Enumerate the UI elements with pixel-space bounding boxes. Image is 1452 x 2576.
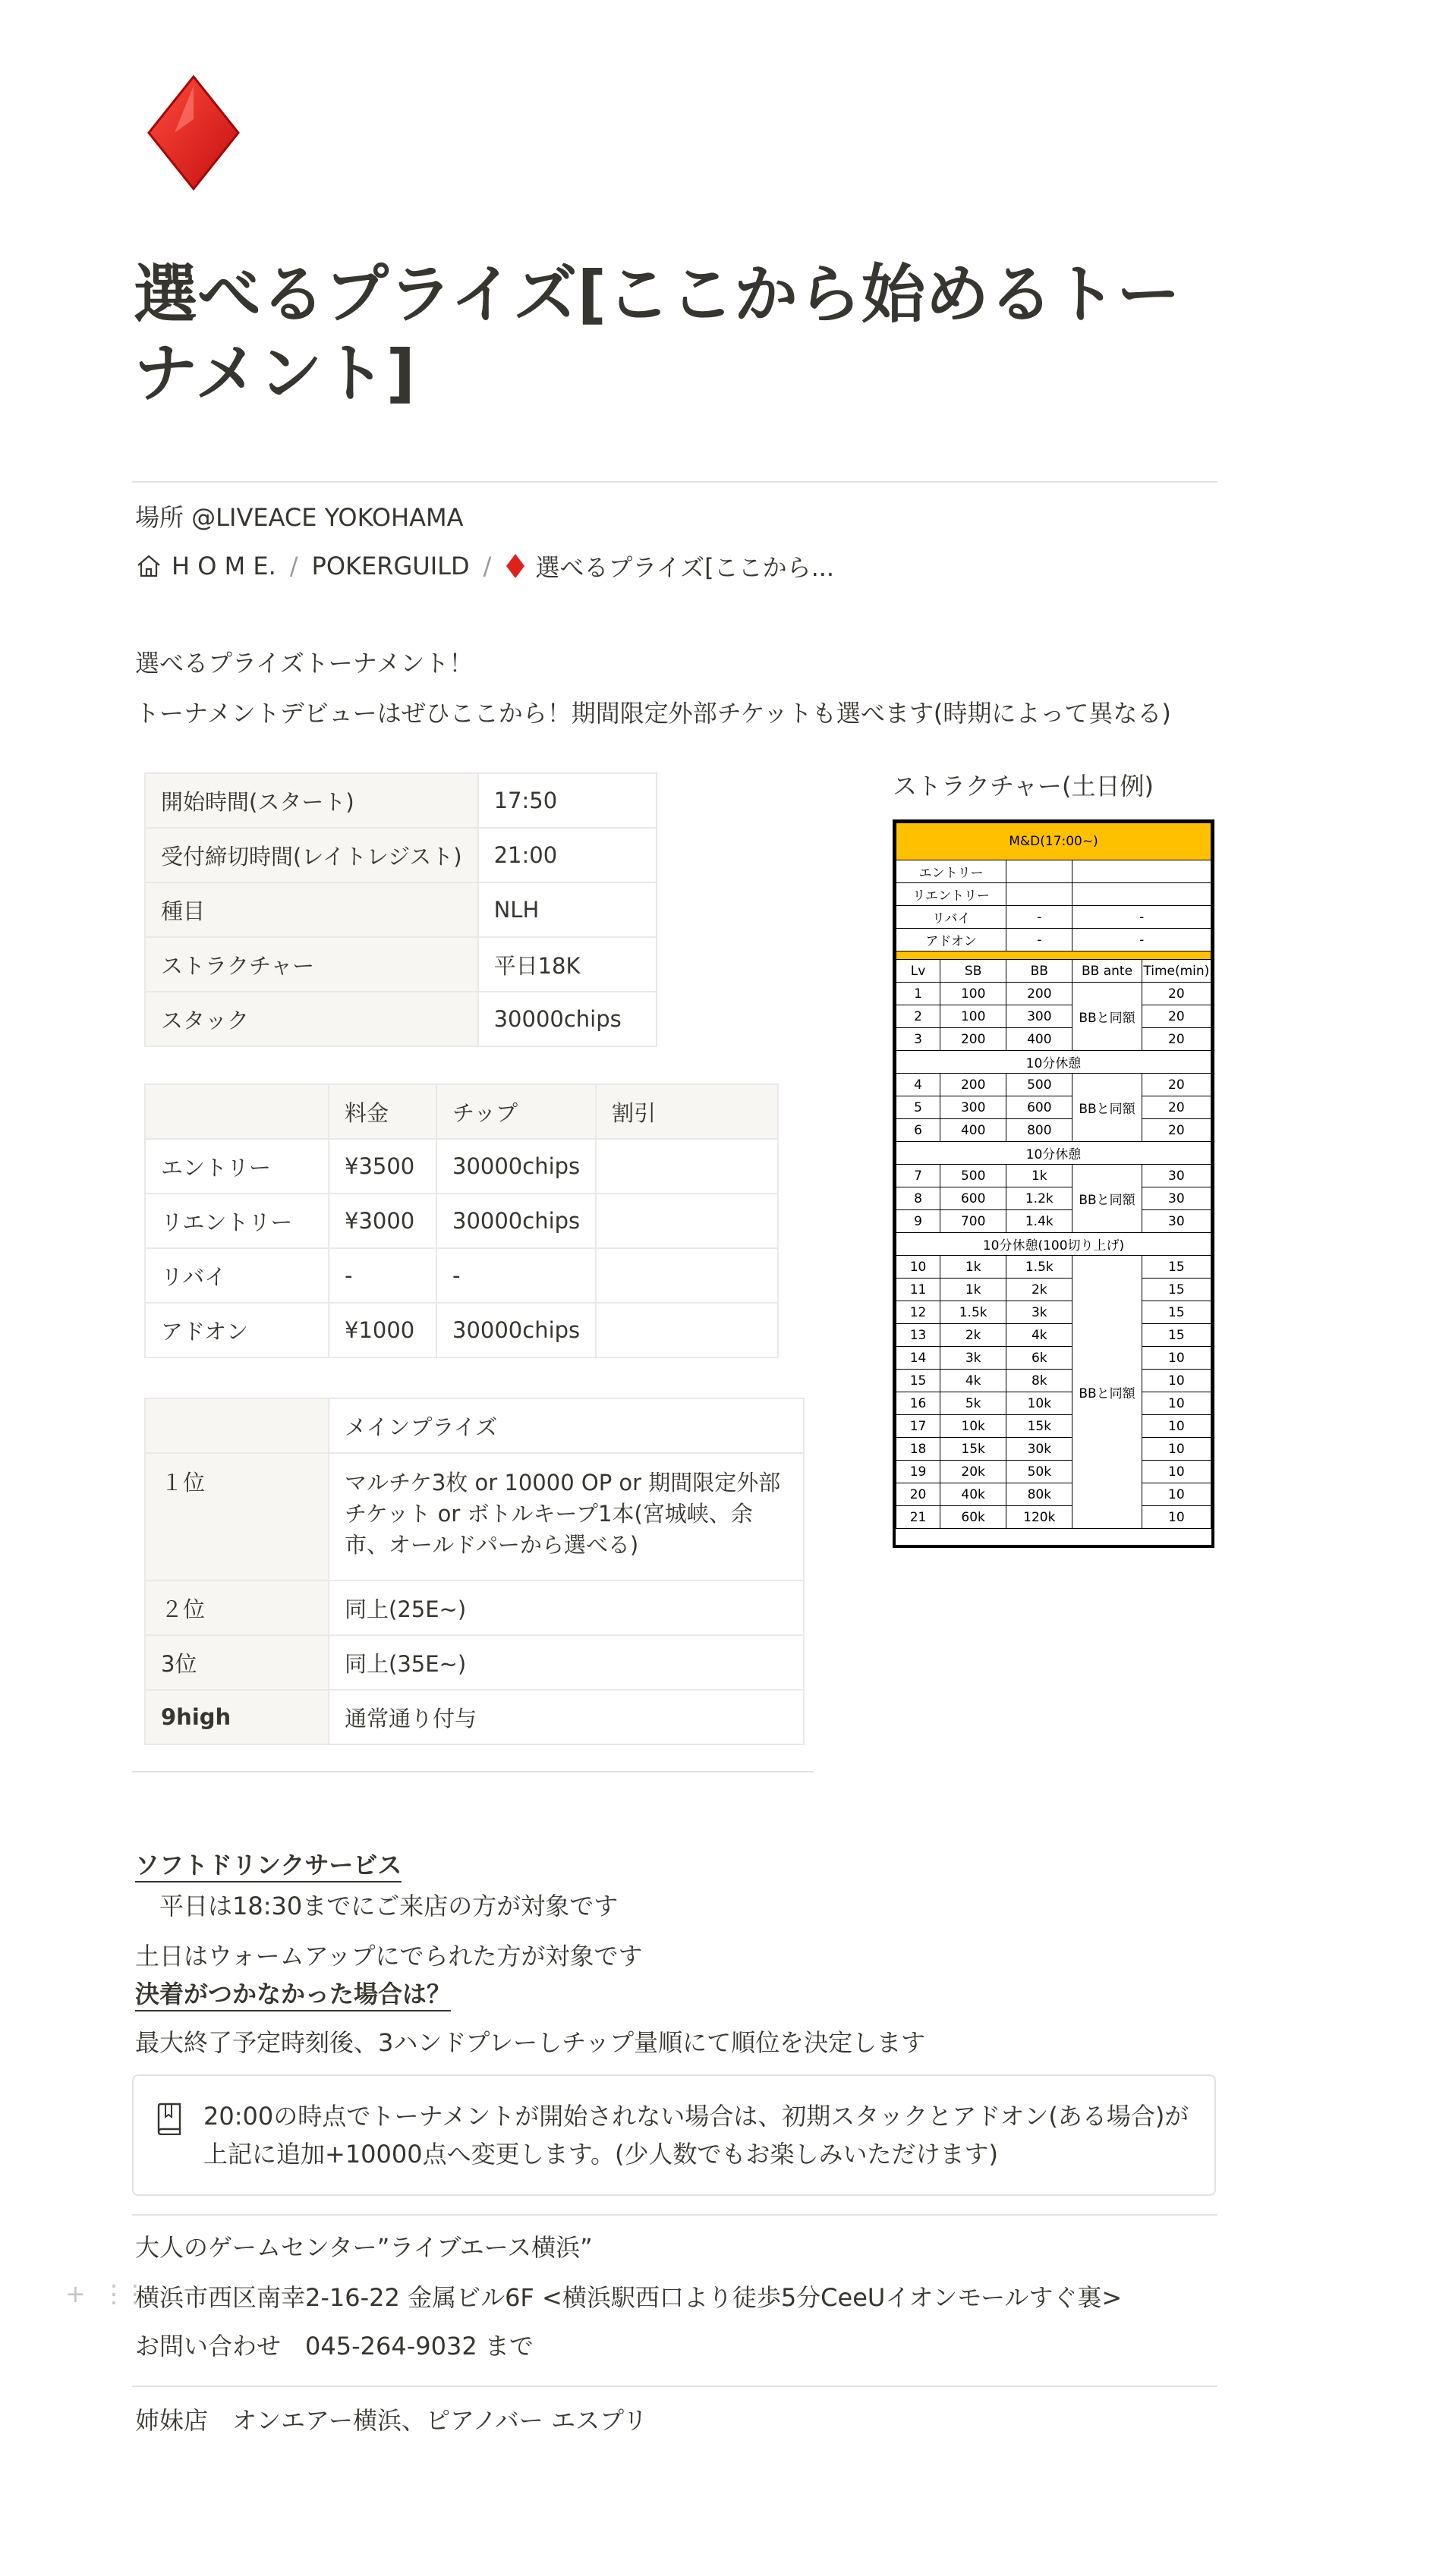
table-cell: 13 (896, 1324, 940, 1347)
table-cell (1006, 860, 1072, 883)
table-row (896, 906, 1211, 929)
table-cell: 20k (940, 1461, 1006, 1483)
table-cell[interactable]: ストラクチャー (145, 937, 478, 992)
table-cell[interactable]: NLH (478, 882, 657, 937)
table-cell: 10k (1006, 1392, 1072, 1415)
undecided-heading-text: 決着がつかなかった場合は？ (135, 1980, 451, 2011)
table-header-cell: SB (940, 960, 1006, 983)
break-cell: 10分休憩(100切り上げ) (896, 1233, 1211, 1256)
table-row (145, 992, 657, 1046)
table-row (896, 883, 1211, 906)
table-cell: 200 (940, 1028, 1006, 1051)
table-cell: 2k (940, 1324, 1006, 1347)
table-cell: 60k (940, 1506, 1006, 1529)
table-cell: 5k (940, 1392, 1006, 1415)
diamond-icon (505, 552, 526, 580)
structure-image[interactable] (893, 819, 1214, 1548)
table-cell: 30 (1142, 1187, 1211, 1210)
table-cell[interactable]: スタック (145, 992, 478, 1046)
table-cell[interactable]: 30000chips (436, 1194, 596, 1248)
divider (132, 2386, 1217, 2387)
table-cell[interactable]: - (329, 1248, 436, 1303)
table-row (896, 983, 1211, 1005)
table-cell: 500 (940, 1165, 1006, 1187)
table-cell: 6k (1006, 1347, 1072, 1370)
table-cell: 10 (1142, 1506, 1211, 1529)
drinks-heading (135, 1848, 402, 1882)
table-cell: 11 (896, 1279, 940, 1301)
table-header-cell[interactable] (145, 1084, 329, 1139)
table-cell: 30k (1006, 1438, 1072, 1461)
home-icon (135, 552, 162, 580)
table-row (896, 929, 1211, 951)
undecided-heading (135, 1977, 451, 2011)
table-row (896, 1415, 1211, 1438)
structure-levels (896, 983, 1211, 1529)
table-header-cell[interactable]: 割引 (596, 1084, 778, 1139)
intro-text: トーナメントデビューはぜひここから！期間限定外部チケットも選べます(時期によって異なる) (135, 699, 1171, 728)
break-row (896, 1051, 1211, 1074)
breadcrumb-separator: / (483, 552, 492, 580)
table-cell[interactable] (596, 1139, 778, 1194)
table-cell: 10 (1142, 1415, 1211, 1438)
table-cell: 400 (1006, 1028, 1072, 1051)
table-header-row (145, 1084, 778, 1139)
table-cell[interactable]: ¥1000 (329, 1303, 436, 1357)
table-row (896, 1119, 1211, 1142)
table-row (145, 773, 657, 828)
table-cell: 1.4k (1006, 1210, 1072, 1233)
table-cell: リエントリー (896, 883, 1006, 906)
table-row (896, 860, 1211, 883)
table-cell: 16 (896, 1392, 940, 1415)
table-cell[interactable]: アドオン (145, 1303, 329, 1357)
table-cell[interactable]: マルチケ3枚 or 10000 OP or 期間限定外部チケット or ボトルキープ1本(宮城峡、余市、オールドパーから選べる) (329, 1453, 804, 1581)
table-row (896, 1005, 1211, 1028)
table-cell: 100 (940, 1005, 1006, 1028)
breadcrumb-separator: / (289, 552, 298, 580)
table-row (145, 1139, 778, 1194)
table-cell: リバイ (896, 906, 1006, 929)
drinks-text: 平日は18:30までにご来店の方が対象です (159, 1892, 619, 1920)
table-cell: 1k (940, 1256, 1006, 1279)
table-header-cell[interactable]: 料金 (329, 1084, 436, 1139)
footer-text: 大人のゲームセンター”ライブエース横浜” (135, 2233, 593, 2262)
table-cell: 300 (940, 1096, 1006, 1119)
break-cell: 10分休憩 (896, 1051, 1211, 1074)
table-cell: 8 (896, 1187, 940, 1210)
table-cell: 40k (940, 1483, 1006, 1506)
table-cell: 10 (1142, 1483, 1211, 1506)
footer-text: 姉妹店 オンエアー横浜、ピアノバー エスプリ (135, 2406, 647, 2435)
table-row (896, 1074, 1211, 1096)
table-cell: 10 (1142, 1347, 1211, 1370)
table-cell[interactable]: 30000chips (436, 1303, 596, 1357)
table-cell[interactable]: リバイ (145, 1248, 329, 1303)
table-row (896, 823, 1211, 860)
breadcrumb-home[interactable] (135, 552, 276, 580)
table-cell[interactable] (596, 1248, 778, 1303)
add-block-icon[interactable]: + (65, 2279, 86, 2308)
table-row (145, 1635, 804, 1690)
table-cell: 1.5k (940, 1301, 1006, 1324)
separator-bar (896, 951, 1211, 960)
table-cell: 4k (940, 1370, 1006, 1392)
table-header-row (145, 1398, 804, 1453)
table-header-cell[interactable]: メインプライズ (329, 1398, 804, 1453)
drinks-heading-text: ソフトドリンクサービス (135, 1851, 402, 1882)
table-cell: 800 (1006, 1119, 1072, 1142)
table-cell[interactable]: 21:00 (478, 828, 657, 882)
table-cell: 15k (1006, 1415, 1072, 1438)
table-cell[interactable]: 受付締切時間(レイトレジスト) (145, 828, 478, 882)
table-cell: 20 (1142, 1119, 1211, 1142)
table-cell: - (1006, 929, 1072, 951)
table-row (145, 1581, 804, 1635)
table-cell: 200 (1006, 983, 1072, 1005)
ante-cell: BBと同額 (1072, 1074, 1142, 1142)
table-cell: 3k (1006, 1301, 1072, 1324)
table-cell (1006, 883, 1072, 906)
drag-handle-icon[interactable]: ⋮⋮ (102, 2279, 144, 2308)
info-table (144, 772, 657, 1047)
table-cell: 18 (896, 1438, 940, 1461)
table-cell[interactable]: - (436, 1248, 596, 1303)
table-cell[interactable]: １位 (145, 1453, 329, 1581)
prize-table (144, 1398, 805, 1745)
table-cell: 2k (1006, 1279, 1072, 1301)
table-cell: 7 (896, 1165, 940, 1187)
table-cell: 10 (1142, 1370, 1211, 1392)
table-cell: 20 (896, 1483, 940, 1506)
table-cell: 30 (1142, 1165, 1211, 1187)
breadcrumb-label: 選べるプライズ[ここから... (535, 553, 835, 582)
table-cell: 200 (940, 1074, 1006, 1096)
table-row (896, 1210, 1211, 1233)
table-cell: - (1072, 906, 1211, 929)
intro-text: 選べるプライズトーナメント！ (135, 649, 474, 678)
table-cell: 8k (1006, 1370, 1072, 1392)
table-cell: - (1072, 929, 1211, 951)
table-row (896, 1438, 1211, 1461)
breadcrumb (135, 548, 834, 584)
table-row (896, 1506, 1211, 1529)
ante-cell: BBと同額 (1072, 1256, 1142, 1529)
table-cell: 14 (896, 1347, 940, 1370)
table-cell[interactable]: 30000chips (478, 992, 657, 1046)
table-cell: 9 (896, 1210, 940, 1233)
table-cell: 2 (896, 1005, 940, 1028)
table-cell[interactable]: 同上(35E~) (329, 1635, 804, 1690)
table-cell[interactable]: 開始時間(スタート) (145, 773, 478, 828)
table-cell: 20 (1142, 983, 1211, 1005)
table-cell: アドオン (896, 929, 1006, 951)
table-row (896, 1461, 1211, 1483)
footer-text: 横浜市西区南幸2-16-22 金属ビル6F <横浜駅西口より徒歩5分CeeUイオンモールすぐ裏> (135, 2283, 1123, 2312)
table-cell: 1k (940, 1279, 1006, 1301)
table-cell: 600 (940, 1187, 1006, 1210)
table-row (896, 1096, 1211, 1119)
callout-text: 20:00の時点でトーナメントが開始されない場合は、初期スタックとアドオン(ある場合)が上記に追加+10000点へ変更します。(少人数でもお楽しみいただけます) (203, 2102, 1189, 2169)
table-row (896, 1279, 1211, 1301)
table-row (145, 1248, 778, 1303)
book-icon (155, 2102, 184, 2135)
table-cell: 4k (1006, 1324, 1072, 1347)
table-cell[interactable]: 17:50 (478, 773, 657, 828)
divider (132, 1771, 814, 1772)
table-cell[interactable] (596, 1194, 778, 1248)
break-cell: 10分休憩 (896, 1142, 1211, 1165)
table-header-cell: Lv (896, 960, 940, 983)
table-header-cell[interactable] (145, 1398, 329, 1453)
table-cell[interactable]: エントリー (145, 1139, 329, 1194)
table-cell: 20 (1142, 1096, 1211, 1119)
table-row (896, 1324, 1211, 1347)
table-row (896, 1187, 1211, 1210)
breadcrumb-pokerguild[interactable] (312, 552, 470, 580)
table-header-cell[interactable]: チップ (436, 1084, 596, 1139)
table-cell: 100 (940, 983, 1006, 1005)
structure-table (896, 822, 1211, 1529)
ante-cell: BBと同額 (1072, 983, 1142, 1051)
table-cell: 1 (896, 983, 940, 1005)
table-cell: 12 (896, 1301, 940, 1324)
location-text: 場所 @LIVEACE YOKOHAMA (135, 503, 464, 532)
diamond-icon[interactable] (144, 72, 243, 193)
table-cell: 3 (896, 1028, 940, 1051)
table-cell: 20 (1142, 1028, 1211, 1051)
table-cell: - (1006, 906, 1072, 929)
breadcrumb-label: H O M E. (172, 552, 276, 580)
table-row (145, 937, 657, 992)
table-cell: 20 (1142, 1074, 1211, 1096)
table-row (896, 1370, 1211, 1392)
table-cell[interactable]: 30000chips (436, 1139, 596, 1194)
table-cell[interactable]: リエントリー (145, 1194, 329, 1248)
table-cell: 15 (1142, 1301, 1211, 1324)
table-cell[interactable]: ２位 (145, 1581, 329, 1635)
table-row (896, 1347, 1211, 1370)
table-row (145, 828, 657, 882)
break-row (896, 1142, 1211, 1165)
table-cell: 1.5k (1006, 1256, 1072, 1279)
table-row (145, 882, 657, 937)
table-cell[interactable]: 同上(25E~) (329, 1581, 804, 1635)
undecided-text: 最大終了予定時刻後、3ハンドプレーしチップ量順にて順位を決定します (135, 2028, 926, 2057)
callout (132, 2074, 1216, 2196)
table-row (896, 1028, 1211, 1051)
break-row (896, 1233, 1211, 1256)
table-cell: 15 (1142, 1256, 1211, 1279)
table-cell[interactable] (596, 1303, 778, 1357)
table-row (896, 1392, 1211, 1415)
ante-cell: BBと同額 (1072, 1165, 1142, 1233)
table-cell: 10 (1142, 1438, 1211, 1461)
table-cell (1072, 883, 1211, 906)
table-cell: 10k (940, 1415, 1006, 1438)
table-cell[interactable]: 平日18K (478, 937, 657, 992)
breadcrumb-label: POKERGUILD (311, 552, 470, 580)
table-row (896, 1256, 1211, 1279)
table-header-cell: BB ante (1072, 960, 1142, 983)
divider (132, 2214, 1217, 2216)
table-row (145, 1690, 804, 1744)
table-cell: 1.2k (1006, 1187, 1072, 1210)
table-cell: 10 (1142, 1461, 1211, 1483)
table-cell: 10 (896, 1256, 940, 1279)
table-cell: 3k (940, 1347, 1006, 1370)
table-cell: 20 (1142, 1005, 1211, 1028)
table-row (896, 1165, 1211, 1187)
table-cell: 600 (1006, 1096, 1072, 1119)
table-cell[interactable]: 3位 (145, 1635, 329, 1690)
table-cell[interactable]: ¥3000 (329, 1194, 436, 1248)
table-cell: 1k (1006, 1165, 1072, 1187)
divider (132, 481, 1217, 483)
table-row (896, 1301, 1211, 1324)
table-cell: 120k (1006, 1506, 1072, 1529)
table-cell: 500 (1006, 1074, 1072, 1096)
table-cell[interactable]: 通常通り付与 (329, 1690, 804, 1744)
table-header-cell: BB (1006, 960, 1072, 983)
structure-header: M&D(17:00~) (896, 823, 1211, 860)
table-cell: 50k (1006, 1461, 1072, 1483)
table-row (896, 1483, 1211, 1506)
table-row (896, 951, 1211, 960)
table-cell: 6 (896, 1119, 940, 1142)
table-cell: 5 (896, 1096, 940, 1119)
structure-caption: ストラクチャー(土日例) (893, 772, 1154, 800)
table-cell: 15k (940, 1438, 1006, 1461)
table-cell: エントリー (896, 860, 1006, 883)
table-cell: 15 (1142, 1324, 1211, 1347)
table-cell (1072, 860, 1211, 883)
table-cell: 400 (940, 1119, 1006, 1142)
page-title: 選べるプライズ[ここから始めるトーナメント] (134, 257, 1181, 410)
table-cell: 17 (896, 1415, 940, 1438)
table-row (145, 1194, 778, 1248)
table-cell: 15 (1142, 1279, 1211, 1301)
table-cell[interactable]: 9high (145, 1690, 329, 1744)
footer-text: お問い合わせ 045-264-9032 まで (135, 2332, 534, 2361)
table-cell: 700 (940, 1210, 1006, 1233)
table-cell: 4 (896, 1074, 940, 1096)
table-header-cell: Time(min) (1142, 960, 1211, 983)
drinks-text: 土日はウォームアップにでられた方が対象です (135, 1942, 643, 1971)
table-cell[interactable]: ¥3500 (329, 1139, 436, 1194)
table-cell: 80k (1006, 1483, 1072, 1506)
breadcrumb-current[interactable] (505, 549, 834, 583)
table-cell: 300 (1006, 1005, 1072, 1028)
table-row (145, 1453, 804, 1581)
table-cell[interactable]: 種目 (145, 882, 478, 937)
table-row (896, 960, 1211, 983)
table-cell: 15 (896, 1370, 940, 1392)
table-cell: 30 (1142, 1210, 1211, 1233)
table-cell: 10 (1142, 1392, 1211, 1415)
table-row (145, 1303, 778, 1357)
table-cell: 19 (896, 1461, 940, 1483)
table-cell: 21 (896, 1506, 940, 1529)
fee-table (144, 1084, 779, 1358)
